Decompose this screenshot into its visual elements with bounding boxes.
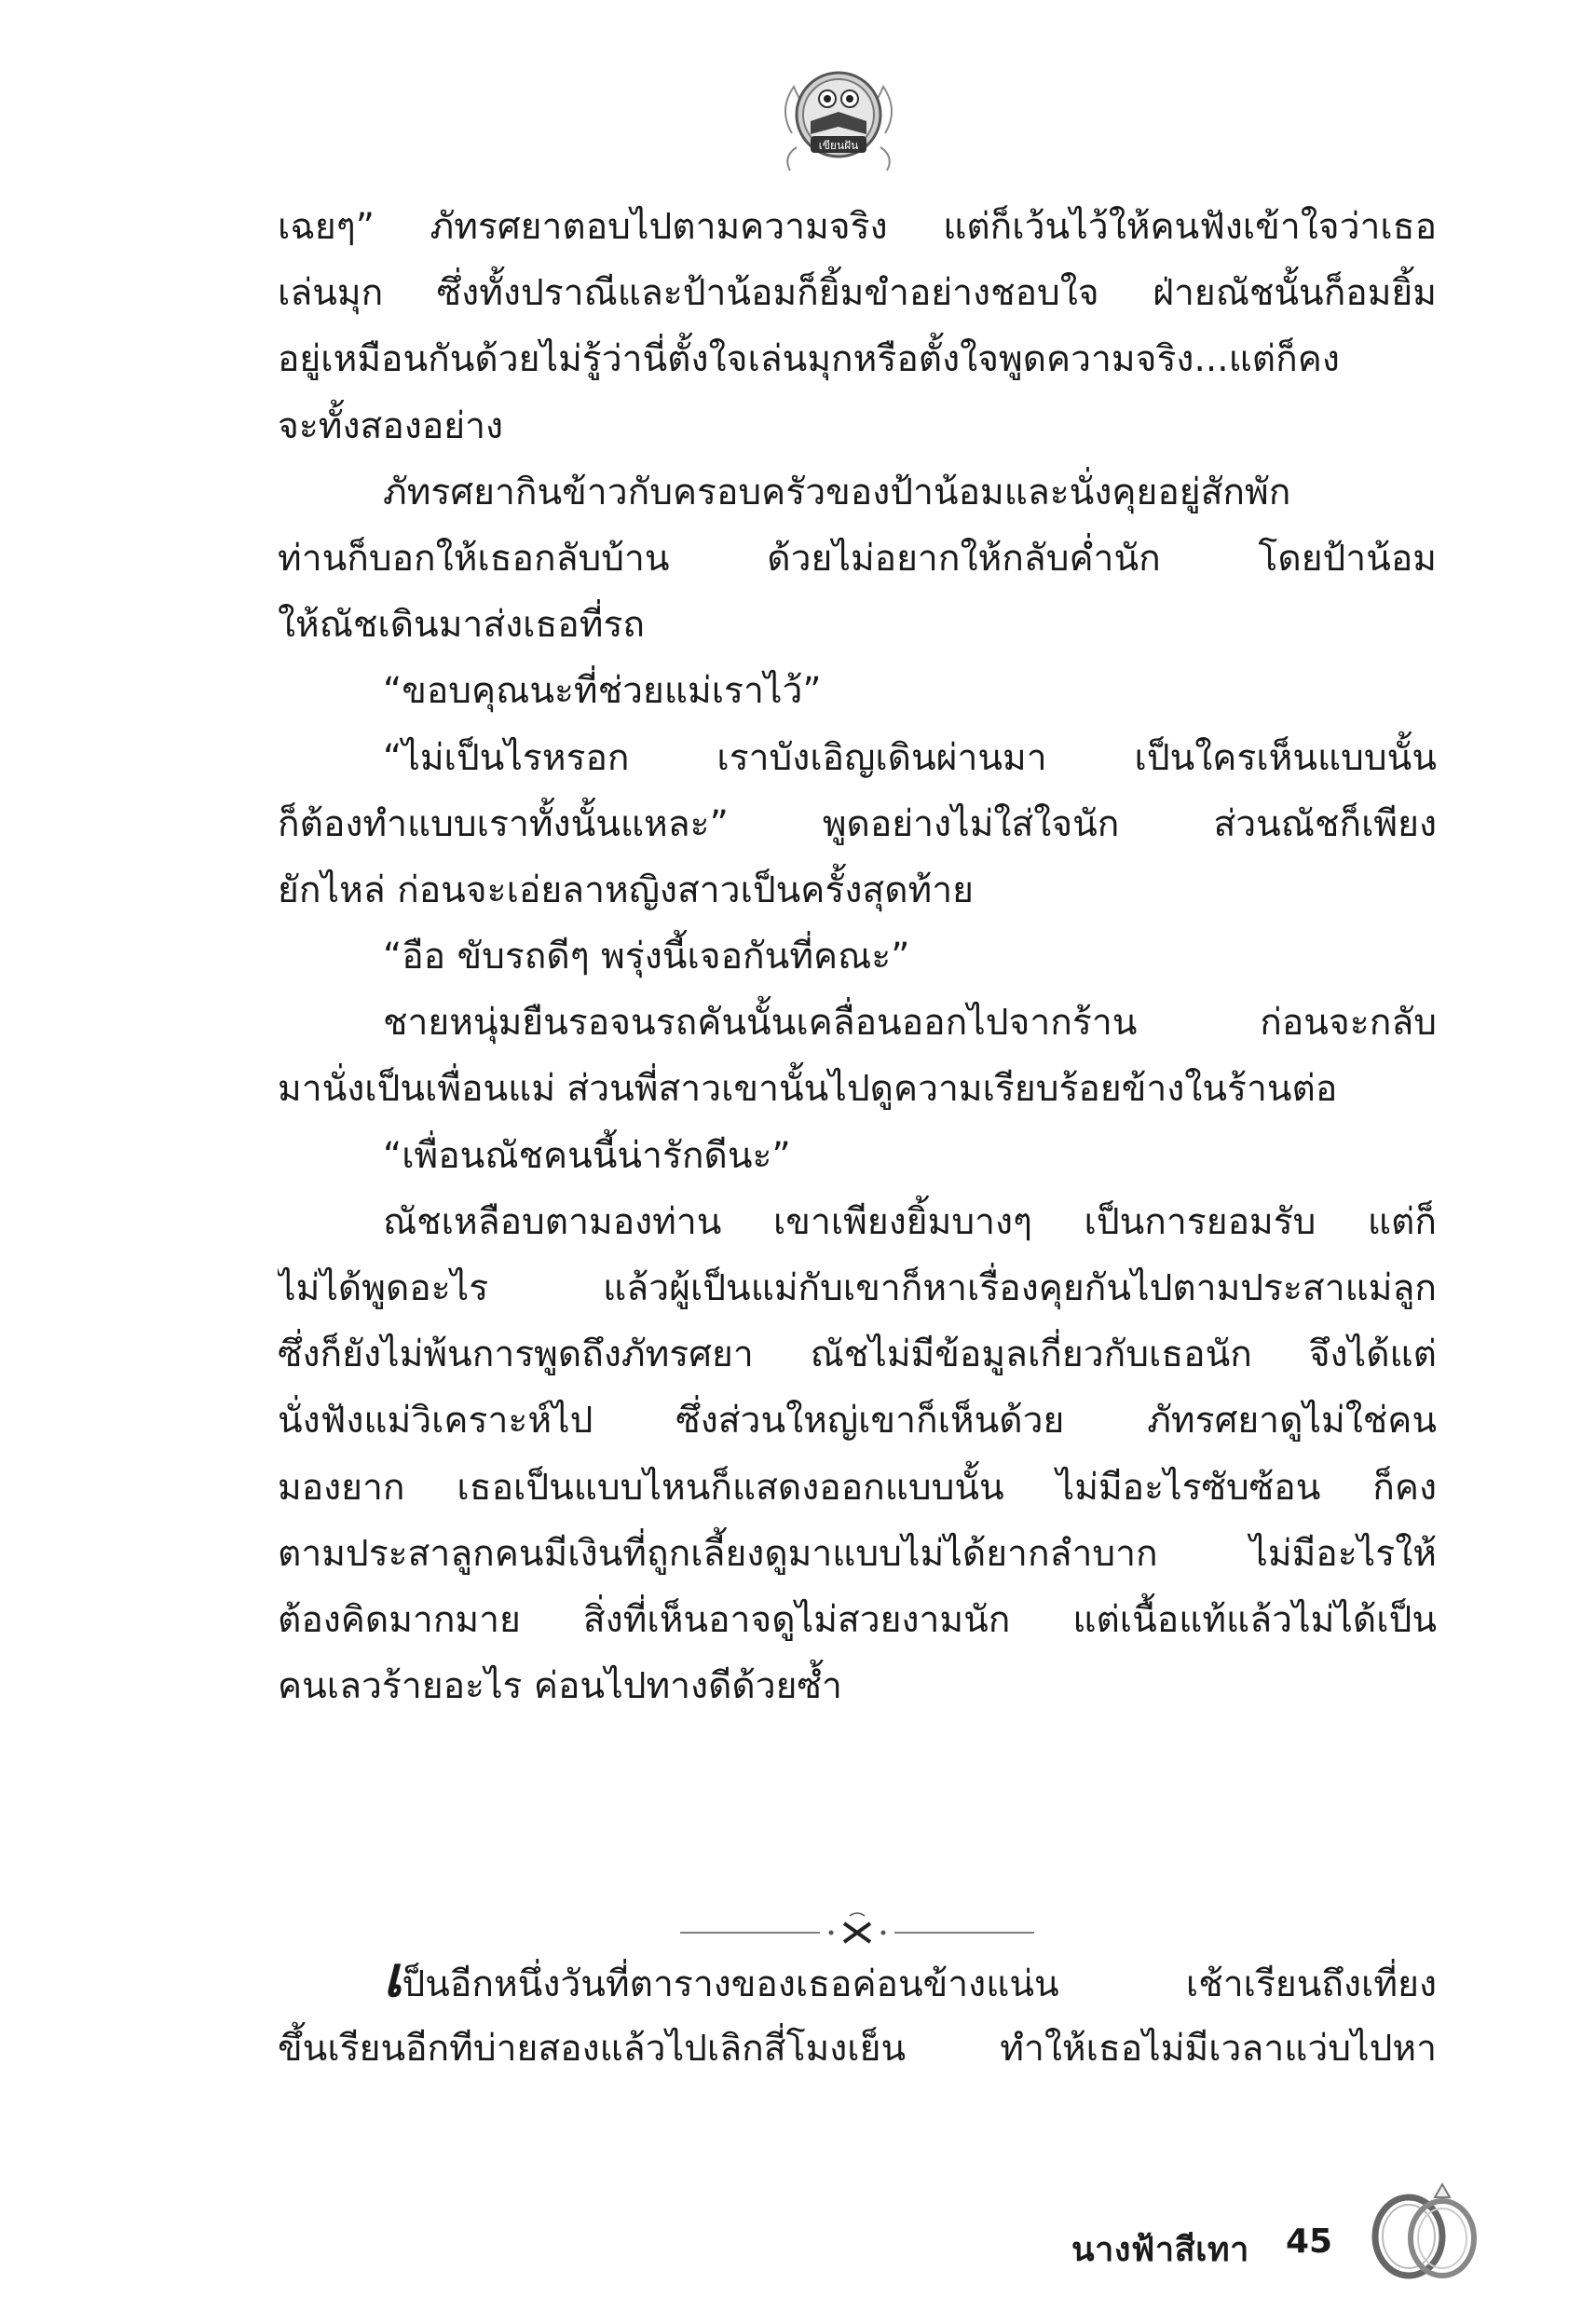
paragraph-line: ซึ่งก็ยังไม่พ้นการพูดถึงภัทรศยา ณัชไม่มีข้อมูลเกี่ยวกับเธอนัก จึงได้แต่ bbox=[278, 1333, 1437, 1376]
paragraph-line bbox=[278, 1949, 1437, 2016]
paragraph-line: นั่งฟังแม่วิเคราะห์ไป ซึ่งส่วนใหญ่เขาก็เห็นด้วย ภัทรศยาดูไม่ใช่คน bbox=[278, 1400, 1437, 1443]
paragraph-line: “เพื่อนณัชคนนี้น่ารักดีนะ” bbox=[383, 1134, 791, 1177]
paragraph-line: ก็ต้องทำแบบเราทั้งนั้นแหละ” พูดอย่างไม่ใส่ใจนัก ส่วนณัชก็เพียง bbox=[278, 802, 1437, 845]
paragraph-line: ไม่ได้พูดอะไร แล้วผู้เป็นแม่กับเขาก็หาเรื่องคุยกันไปตามประสาแม่ลูก bbox=[278, 1267, 1437, 1309]
page-number: 45 bbox=[1286, 2222, 1333, 2261]
paragraph-line: ขึ้นเรียนอีกทีบ่ายสองแล้วไปเลิกสี่โมงเย็น ทำให้เธอไม่มีเวลาแว่บไปหา bbox=[278, 2028, 1437, 2071]
paragraph-line: ชายหนุ่มยืนรอจนรถคันนั้นเคลื่อนออกไปจากร้าน ก่อนจะกลับ bbox=[383, 1002, 1437, 1045]
paragraph-line: เฉยๆ” ภัทรศยาตอบไปตามความจริง แต่ก็เว้นไว้ให้คนฟังเข้าใจว่าเธอ bbox=[278, 206, 1437, 248]
body-text bbox=[278, 194, 1437, 1719]
book-title: นางฟ้าสีเทา bbox=[1071, 2231, 1249, 2269]
paragraph-line-text: ป็นอีกหนึ่งวันที่ตารางของเธอค่อนข้างแน่น เช้าเรียนถึงเที่ยง bbox=[402, 1963, 1437, 2005]
book-mascot-emblem-icon bbox=[773, 45, 904, 180]
body-text-section-2 bbox=[278, 1949, 1437, 2082]
paragraph-line: อยู่เหมือนกันด้วยไม่รู้ว่านี่ตั้งใจเล่นมุกหรือตั้งใจพูดความจริง...แต่ก็คง bbox=[278, 338, 1340, 381]
paragraph-line: คนเลวร้ายอะไร ค่อนไปทางดีด้วยซ้ำ bbox=[278, 1665, 842, 1708]
paragraph-line: มองยาก เธอเป็นแบบไหนก็แสดงออกแบบนั้น ไม่มีอะไรซับซ้อน ก็คง bbox=[278, 1466, 1437, 1509]
paragraph-line: ตามประสาลูกคนมีเงินที่ถูกเลี้ยงดูมาแบบไม่ได้ยากลำบาก ไม่มีอะไรให้ bbox=[278, 1532, 1437, 1575]
paragraph-line: จะทั้งสองอย่าง bbox=[278, 404, 504, 447]
paragraph-line: “ไม่เป็นไรหรอก เราบังเอิญเดินผ่านมา เป็นใครเห็นแบบนั้น bbox=[383, 736, 1437, 779]
paragraph-line: ภัทรศยากินข้าวกับครอบครัวของป้าน้อมและนั่งคุยอยู่สักพัก bbox=[383, 471, 1291, 513]
dropcap-letter: เ bbox=[383, 1949, 402, 2010]
wedding-rings-icon bbox=[1360, 2171, 1486, 2283]
paragraph-line: ให้ณัชเดินมาส่งเธอที่รถ bbox=[278, 604, 645, 647]
svg-text:เขียนฝัน: เขียนฝัน bbox=[818, 139, 859, 152]
paragraph-line: ยักไหล่ ก่อนจะเอ่ยลาหญิงสาวเป็นครั้งสุดท้าย bbox=[278, 868, 974, 911]
paragraph-line: ณัชเหลือบตามองท่าน เขาเพียงยิ้มบางๆ เป็นการยอมรับ แต่ก็ bbox=[383, 1200, 1437, 1243]
ornament-divider-icon bbox=[680, 1910, 1034, 1948]
paragraph-line: “อือ ขับรถดีๆ พรุ่งนี้เจอกันที่คณะ” bbox=[383, 936, 910, 978]
paragraph-line: ต้องคิดมากมาย สิ่งที่เห็นอาจดูไม่สวยงามนัก แต่เนื้อแท้แล้วไม่ได้เป็น bbox=[278, 1598, 1437, 1641]
paragraph-line: มานั่งเป็นเพื่อนแม่ ส่วนพี่สาวเขานั้นไปดูความเรียบร้อยข้างในร้านต่อ bbox=[278, 1068, 1338, 1111]
paragraph-line: “ขอบคุณนะที่ช่วยแม่เราไว้” bbox=[383, 670, 822, 713]
paragraph-line: ท่านก็บอกให้เธอกลับบ้าน ด้วยไม่อยากให้กลับค่ำนัก โดยป้าน้อม bbox=[278, 537, 1437, 580]
paragraph-line: เล่นมุก ซึ่งทั้งปราณีและป้าน้อมก็ยิ้มขำอย่างชอบใจ ฝ่ายณัชนั้นก็อมยิ้ม bbox=[278, 272, 1437, 315]
